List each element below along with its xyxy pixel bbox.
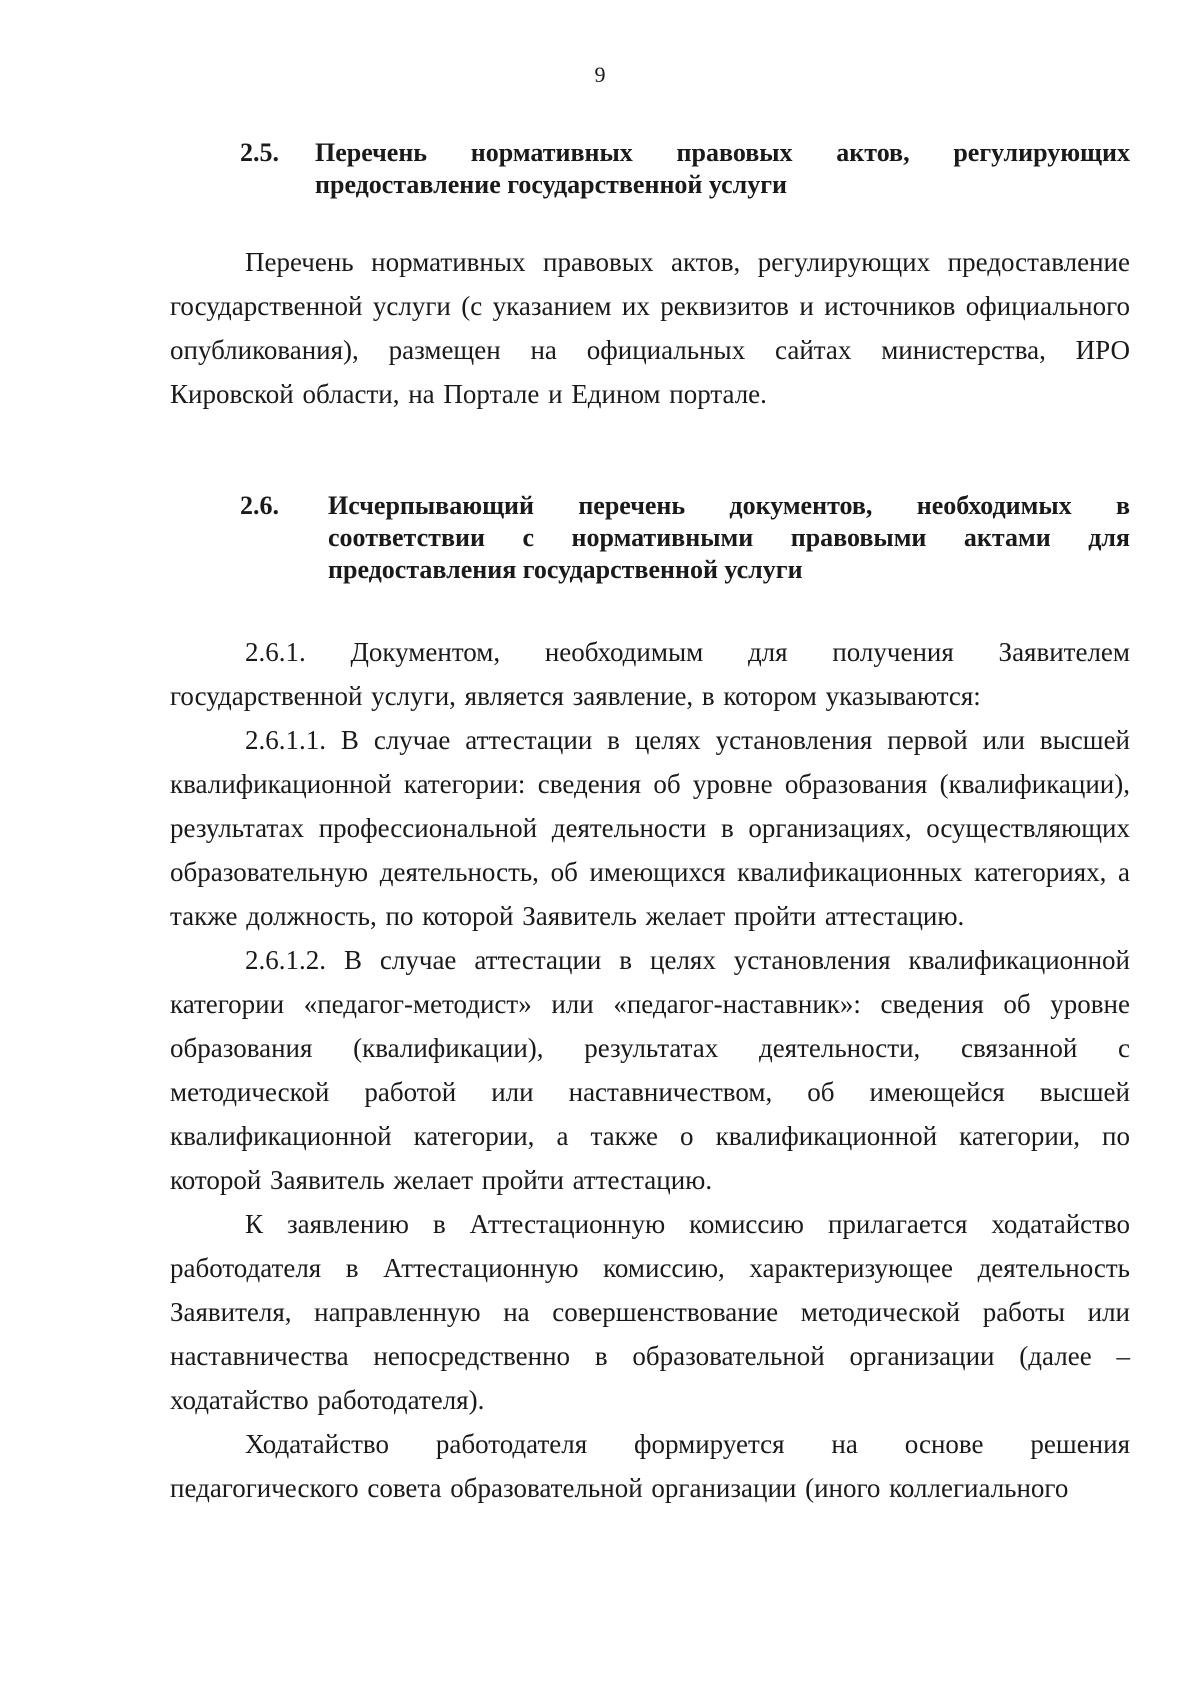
page-number: 9 [594, 62, 606, 87]
paragraph: Перечень нормативных правовых актов, регулирующих предоставление государственной услуги (с указанием их реквизитов и источников официального опубликования), размещен на официальных сайтах министерства, ИРО Кировской области, на Портале и Едином портале. [170, 247, 1130, 409]
paragraph-2-6-1-1: 2.6.1.1. В случае аттестации в целях установления первой или высшей квалификационной категории: сведения об уровне образования (квалификации), результатах профессиональной деятельности в организациях, осуществляющих образовательную деятельность, об имеющихся квалификационных категориях, а также должность, по которой Заявитель желает пройти аттестацию. [170, 725, 1130, 931]
paragraph-2-6-1-2: 2.6.1.2. В случае аттестации в целях установления квалификационной категории «педагог-методист» или «педагог-наставник»: сведения об уровне образования (квалификации), результатах деятельности, связанной с методической работой или наставничеством, об имеющейся высшей квалификационной категории, а также о квалификационной категории, по которой Заявитель желает пройти аттестацию. [170, 945, 1130, 1195]
section-2-5-heading [240, 137, 1130, 207]
section-2-5-title: Перечень нормативных правовых актов, регулирующих предоставление государственной услуги [315, 138, 1130, 199]
section-2-5-body [170, 240, 1130, 416]
section-2-5-number: 2.5. [240, 138, 279, 167]
section-2-6-number: 2.6. [240, 491, 279, 520]
section-2-6-heading [240, 490, 1130, 595]
section-2-6-title: Исчерпывающий перечень документов, необходимых в соответствии с нормативными правовыми актами для предоставления государственной услуги [328, 491, 1130, 584]
paragraph-petition: Ходатайство работодателя формируется на основе решения педагогического совета образовательной организации (иного коллегиального [170, 1429, 1130, 1503]
paragraph-2-6-1: 2.6.1. Документом, необходимым для получения Заявителем государственной услуги, является заявление, в котором указываются: [170, 637, 1130, 711]
section-2-6-body [170, 630, 1130, 1510]
paragraph-attachment: К заявлению в Аттестационную комиссию прилагается ходатайство работодателя в Аттестационную комиссию, характеризующее деятельность Заявителя, направленную на совершенствование методической работы или наставничества непосредственно в образовательной организации (далее – ходатайство работодателя). [170, 1209, 1130, 1415]
